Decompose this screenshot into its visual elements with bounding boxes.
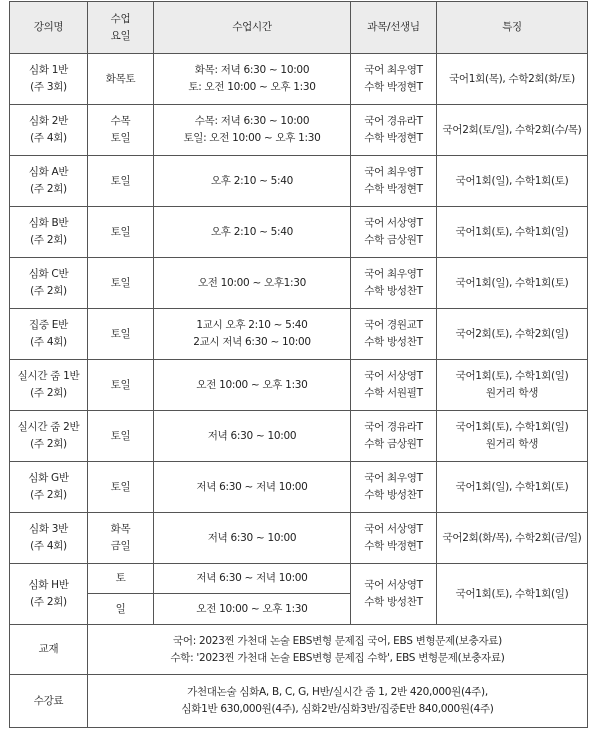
course-name-line: 심화 1반 <box>29 64 68 76</box>
teacher <box>351 411 437 462</box>
course-name-line: 실시간 줌 2반 <box>17 421 80 433</box>
feature <box>437 105 588 156</box>
class-time-line: 오후 2:10 ~ 5:40 <box>210 174 294 187</box>
course-name-line: (주 2회) <box>30 285 67 297</box>
class-days <box>88 309 154 360</box>
course-name <box>10 411 88 462</box>
course-name <box>10 513 88 564</box>
feature-line: 원거리 학생 <box>485 438 539 450</box>
class-time-line: 1교시 오후 2:10 ~ 5:40 <box>196 319 308 331</box>
class-time <box>154 207 351 258</box>
table-row <box>10 564 588 594</box>
teacher-line: 수학 방성찬T <box>364 489 423 501</box>
teacher <box>351 564 437 625</box>
course-name <box>10 156 88 207</box>
teacher-line: 수학 서원필T <box>364 387 423 399</box>
class-time-line: 저녁 6:30 ~ 10:00 <box>207 531 297 544</box>
course-name <box>10 207 88 258</box>
feature <box>437 513 588 564</box>
table-row <box>10 156 588 207</box>
class-days-line: 수목 <box>110 115 131 127</box>
class-days <box>88 258 154 309</box>
course-name <box>10 258 88 309</box>
header-days: 수업 요일 <box>88 2 154 54</box>
textbook-row <box>10 625 588 675</box>
teacher <box>351 207 437 258</box>
teacher-line: 수학 박정현T <box>364 132 423 144</box>
class-days <box>88 105 154 156</box>
class-time-line: 토일: 오전 10:00 ~ 오후 1:30 <box>183 132 321 144</box>
class-time <box>154 411 351 462</box>
feature-line: 국어1회(일), 수학1회(토) <box>455 480 569 493</box>
course-name-line: (주 2회) <box>30 234 67 246</box>
teacher-line: 국어 경유라T <box>364 115 423 127</box>
teacher <box>351 258 437 309</box>
feature <box>437 54 588 105</box>
feature <box>437 258 588 309</box>
class-time-line: 오전 10:00 ~ 오후 1:30 <box>196 378 308 391</box>
teacher-line: 국어 서상영T <box>364 217 423 229</box>
class-time-line: 2교시 저녁 6:30 ~ 10:00 <box>193 336 311 348</box>
class-time-text: 오전 10:00 ~ 오후 1:30 <box>196 602 308 615</box>
class-time-line: 저녁 6:30 ~ 저녁 10:00 <box>196 480 308 493</box>
class-days <box>88 207 154 258</box>
teacher-line: 국어 서상영T <box>364 370 423 382</box>
course-name-line: (주 2회) <box>30 596 67 608</box>
feature <box>437 309 588 360</box>
course-name-line: (주 2회) <box>30 387 67 399</box>
teacher <box>351 54 437 105</box>
class-days <box>88 54 154 105</box>
teacher-line: 국어 최우영T <box>364 64 423 76</box>
header-course: 강의명 <box>10 2 88 54</box>
class-days <box>88 360 154 411</box>
feature-line: 국어1회(토), 수학1회(일) <box>455 421 569 433</box>
teacher-line: 수학 방성찬T <box>364 596 423 608</box>
class-time <box>154 105 351 156</box>
class-time <box>154 594 351 625</box>
header-feature: 특징 <box>437 2 588 54</box>
teacher-line: 국어 최우영T <box>364 166 423 178</box>
class-days-line: 토일 <box>110 225 131 238</box>
fee-label-text: 수강료 <box>33 694 64 707</box>
class-days-line: 화목 <box>110 523 131 535</box>
teacher <box>351 462 437 513</box>
table-row <box>10 462 588 513</box>
textbook-content-line: 국어: 2023찐 가천대 논술 EBS변형 문제집 국어, EBS 변형문제(보충자료) <box>173 634 502 647</box>
feature <box>437 462 588 513</box>
class-days-line: 토일 <box>110 327 131 340</box>
course-name-line: (주 2회) <box>30 438 67 450</box>
schedule-table <box>9 1 588 728</box>
fee-label <box>10 675 88 728</box>
teacher-line: 국어 경유라T <box>364 421 423 433</box>
feature-line: 국어1회(토), 수학1회(일) <box>455 370 569 382</box>
class-time <box>154 309 351 360</box>
table-row <box>10 360 588 411</box>
class-days-line: 토일 <box>110 429 131 442</box>
teacher-line: 국어 최우영T <box>364 268 423 280</box>
teacher-line: 수학 박정현T <box>364 81 423 93</box>
table-row <box>10 513 588 564</box>
course-name <box>10 462 88 513</box>
textbook-label <box>10 625 88 675</box>
teacher-line: 수학 방성찬T <box>364 285 423 297</box>
class-time-line: 오전 10:00 ~ 오후1:30 <box>197 276 307 289</box>
teacher <box>351 156 437 207</box>
teacher <box>351 513 437 564</box>
class-time-line: 오후 2:10 ~ 5:40 <box>210 225 294 238</box>
class-time <box>154 156 351 207</box>
course-name-line: (주 3회) <box>30 81 67 93</box>
teacher <box>351 309 437 360</box>
teacher <box>351 105 437 156</box>
course-name <box>10 54 88 105</box>
feature <box>437 411 588 462</box>
course-name-line: (주 2회) <box>30 183 67 195</box>
class-days <box>88 462 154 513</box>
feature-line: 국어1회(목), 수학2회(화/토) <box>449 72 575 85</box>
feature <box>437 207 588 258</box>
class-days-line: 토일 <box>110 276 131 289</box>
class-days-line: 토일 <box>110 132 131 144</box>
class-time-text: 저녁 6:30 ~ 저녁 10:00 <box>196 572 308 584</box>
fee-content-line: 심화1반 630,000원(4주), 심화2반/심화3반/집중E반 840,000원(4주) <box>181 703 494 715</box>
feature-line: 국어2회(토/일), 수학2회(수/목) <box>442 123 582 136</box>
course-name <box>10 105 88 156</box>
header-time: 수업시간 <box>154 2 351 54</box>
teacher-line: 국어 서상영T <box>364 523 423 535</box>
course-name-line: 심화 H반 <box>28 579 69 591</box>
feature-line: 국어1회(토), 수학1회(일) <box>455 587 569 600</box>
teacher-line: 국어 경원교T <box>364 319 423 331</box>
course-name <box>10 360 88 411</box>
feature-line: 국어1회(토), 수학1회(일) <box>455 225 569 238</box>
class-days-line: 토일 <box>110 174 131 187</box>
table-row <box>10 207 588 258</box>
textbook-label-text: 교재 <box>38 643 59 655</box>
class-days-text: 일 <box>115 602 126 615</box>
class-time <box>154 564 351 594</box>
header-row <box>10 2 588 54</box>
class-days-line: 토일 <box>110 480 131 493</box>
class-time-line: 화목: 저녁 6:30 ~ 10:00 <box>194 64 310 76</box>
course-name-line: (주 4회) <box>30 132 67 144</box>
teacher-line: 수학 금상원T <box>364 438 423 450</box>
table-row <box>10 258 588 309</box>
feature-line: 국어2회(토), 수학2회(일) <box>455 327 569 340</box>
class-days <box>88 513 154 564</box>
course-name <box>10 309 88 360</box>
class-time <box>154 360 351 411</box>
textbook-content-line: 수학: '2023찐 가천대 논술 EBS변형 문제집 수학', EBS 변형문제(보충자료) <box>170 651 505 664</box>
course-name-line: 심화 2반 <box>29 115 68 127</box>
textbook-content <box>88 625 588 675</box>
teacher-line: 수학 금상원T <box>364 234 423 246</box>
schedule-document <box>9 1 588 728</box>
teacher-line: 수학 방성찬T <box>364 336 423 348</box>
class-days <box>88 411 154 462</box>
class-days-line: 화목토 <box>105 72 136 85</box>
course-name-line: 심화 3반 <box>29 523 68 535</box>
course-name-line: (주 4회) <box>30 336 67 348</box>
course-name-line: (주 2회) <box>30 489 67 501</box>
course-name <box>10 564 88 625</box>
course-name-line: 심화 C반 <box>28 268 69 280</box>
feature-line: 원거리 학생 <box>485 387 539 399</box>
class-time <box>154 258 351 309</box>
teacher <box>351 360 437 411</box>
class-days <box>88 594 154 625</box>
fee-content-line: 가천대논술 심화A, B, C, G, H반/실시간 줌 1, 2반 420,000원(4주), <box>187 686 488 698</box>
course-name-line: 실시간 줌 1반 <box>17 370 80 382</box>
feature <box>437 564 588 625</box>
feature-line: 국어1회(일), 수학1회(토) <box>455 174 569 187</box>
teacher-line: 국어 최우영T <box>364 472 423 484</box>
class-days <box>88 156 154 207</box>
fee-row <box>10 675 588 728</box>
table-row <box>10 309 588 360</box>
class-days-text: 토 <box>115 572 126 584</box>
feature <box>437 360 588 411</box>
course-name-line: 집중 E반 <box>29 319 68 331</box>
feature <box>437 156 588 207</box>
feature-line: 국어1회(일), 수학1회(토) <box>455 276 569 289</box>
teacher-line: 국어 서상영T <box>364 579 423 591</box>
table-row <box>10 54 588 105</box>
header-teacher: 과목/선생님 <box>351 2 437 54</box>
table-row <box>10 411 588 462</box>
feature-line: 국어2회(화/목), 수학2회(금/일) <box>442 531 582 544</box>
course-name-line: 심화 A반 <box>28 166 69 178</box>
teacher-line: 수학 박정현T <box>364 540 423 552</box>
course-name-line: 심화 B반 <box>28 217 69 229</box>
class-days-line: 토일 <box>110 378 131 391</box>
class-days <box>88 564 154 594</box>
class-time-line: 토: 오전 10:00 ~ 오후 1:30 <box>188 81 316 93</box>
teacher-line: 수학 박정현T <box>364 183 423 195</box>
class-time <box>154 54 351 105</box>
class-time-line: 저녁 6:30 ~ 10:00 <box>207 429 297 442</box>
class-time-line: 수목: 저녁 6:30 ~ 10:00 <box>194 115 310 127</box>
table-row <box>10 105 588 156</box>
course-name-line: (주 4회) <box>30 540 67 552</box>
class-time <box>154 462 351 513</box>
class-time <box>154 513 351 564</box>
class-days-line: 금일 <box>110 540 131 552</box>
course-name-line: 심화 G반 <box>28 472 69 484</box>
fee-content <box>88 675 588 728</box>
